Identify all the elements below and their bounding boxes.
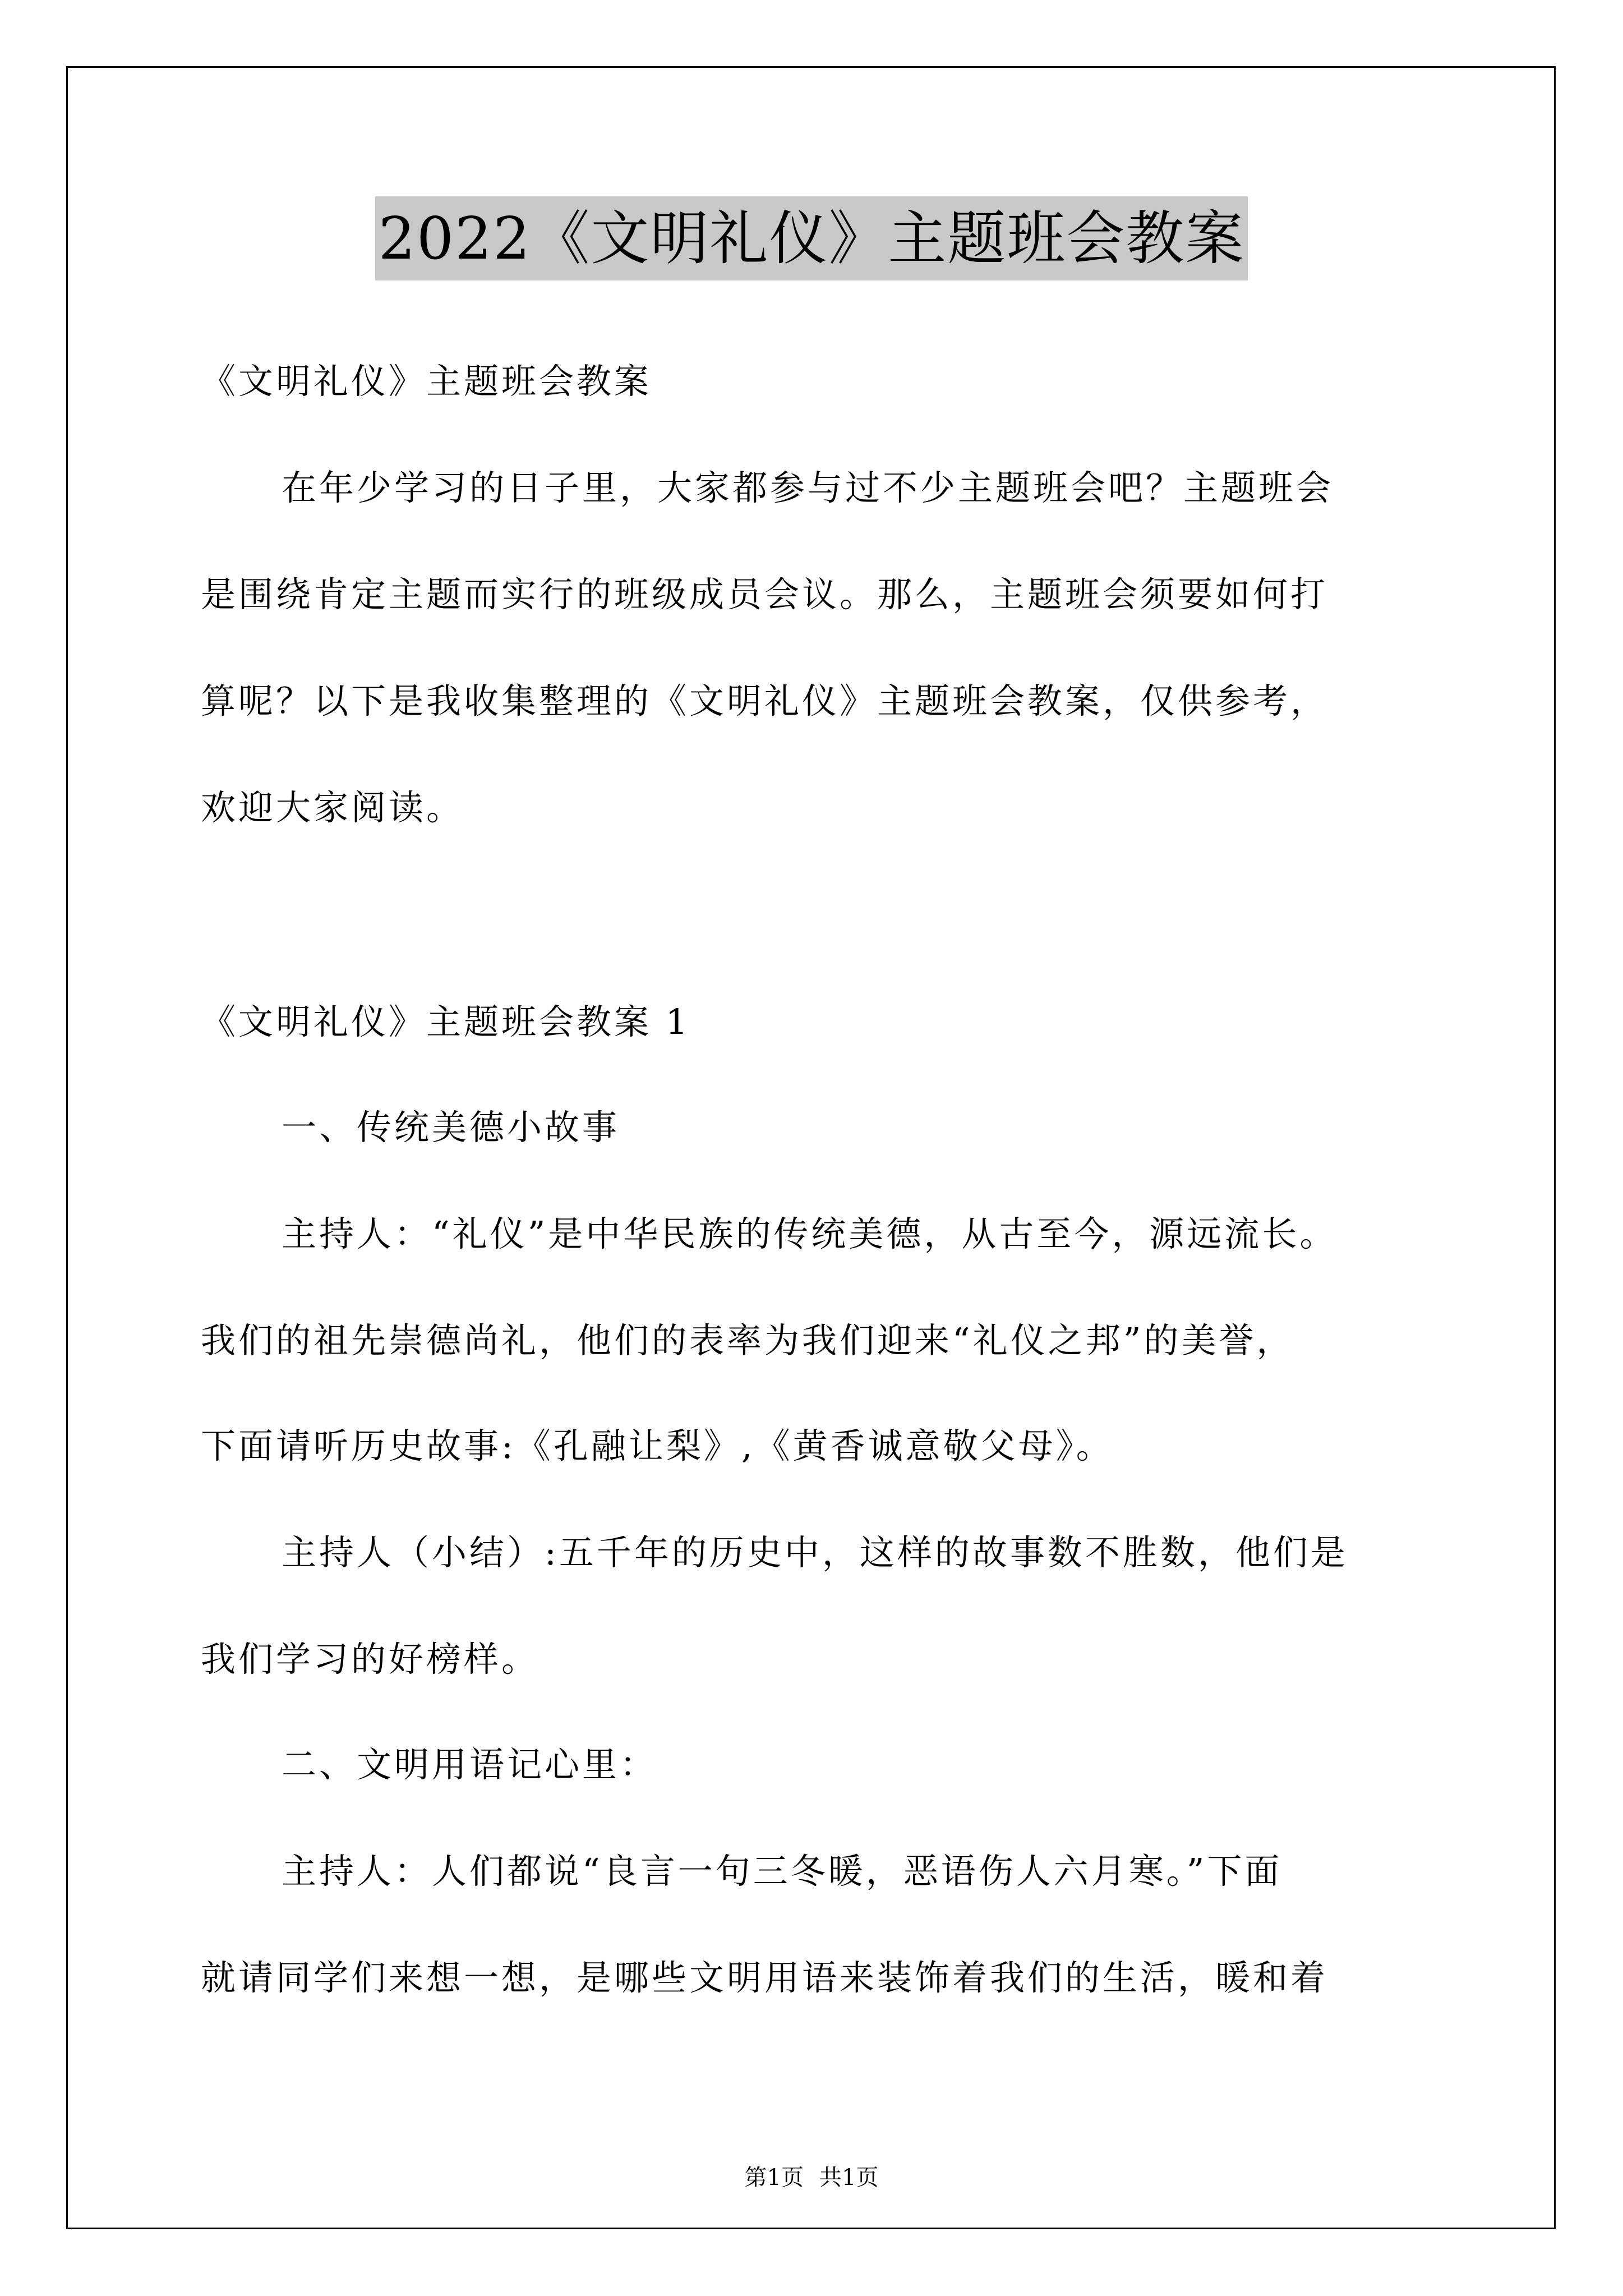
subtitle: 《文明礼仪》主题班会教案 xyxy=(201,361,652,402)
paragraph-line: 我们的祖先崇德尚礼，他们的表率为我们迎来“礼仪之邦”的美誉， xyxy=(201,1320,1294,1361)
paragraph-line: 主持人（小结）:五千年的历史中，这样的故事数不胜数，他们是 xyxy=(282,1532,1348,1573)
paragraph-line: 欢迎大家阅读。 xyxy=(201,787,464,828)
paragraph-line: 下面请听历史故事:《孔融让梨》,《黄香诚意敬父母》。 xyxy=(201,1425,1114,1466)
paragraph-line: 主持人：“礼仪”是中华民族的传统美德，从古至今，源远流长。 xyxy=(282,1213,1338,1254)
paragraph-line: 在年少学习的日子里，大家都参与过不少主题班会吧？主题班会 xyxy=(282,467,1334,508)
paragraph-line: 是围绕肯定主题而实行的班级成员会议。那么，主题班会须要如何打 xyxy=(201,574,1329,615)
paragraph-line: 主持人：人们都说“良言一句三冬暖，恶语伤人六月寒。”下面 xyxy=(282,1851,1283,1892)
title-wrap xyxy=(0,196,1623,280)
document-title: 2022《文明礼仪》主题班会教案 xyxy=(375,196,1248,280)
page-number-current: 第1页 xyxy=(744,2165,804,2191)
item-heading: 二、文明用语记心里： xyxy=(282,1744,658,1785)
page-footer xyxy=(0,2161,1623,2194)
item-heading: 一、传统美德小故事 xyxy=(282,1107,620,1148)
paragraph-line: 我们学习的好榜样。 xyxy=(201,1639,540,1680)
paragraph-line: 就请同学们来想一想，是哪些文明用语来装饰着我们的生活，暖和着 xyxy=(201,1957,1329,1998)
page-number-total: 共1页 xyxy=(819,2165,879,2191)
section-heading: 《文明礼仪》主题班会教案 1 xyxy=(201,1001,691,1042)
paragraph-line: 算呢？以下是我收集整理的《文明礼仪》主题班会教案，仅供参考， xyxy=(201,680,1329,721)
